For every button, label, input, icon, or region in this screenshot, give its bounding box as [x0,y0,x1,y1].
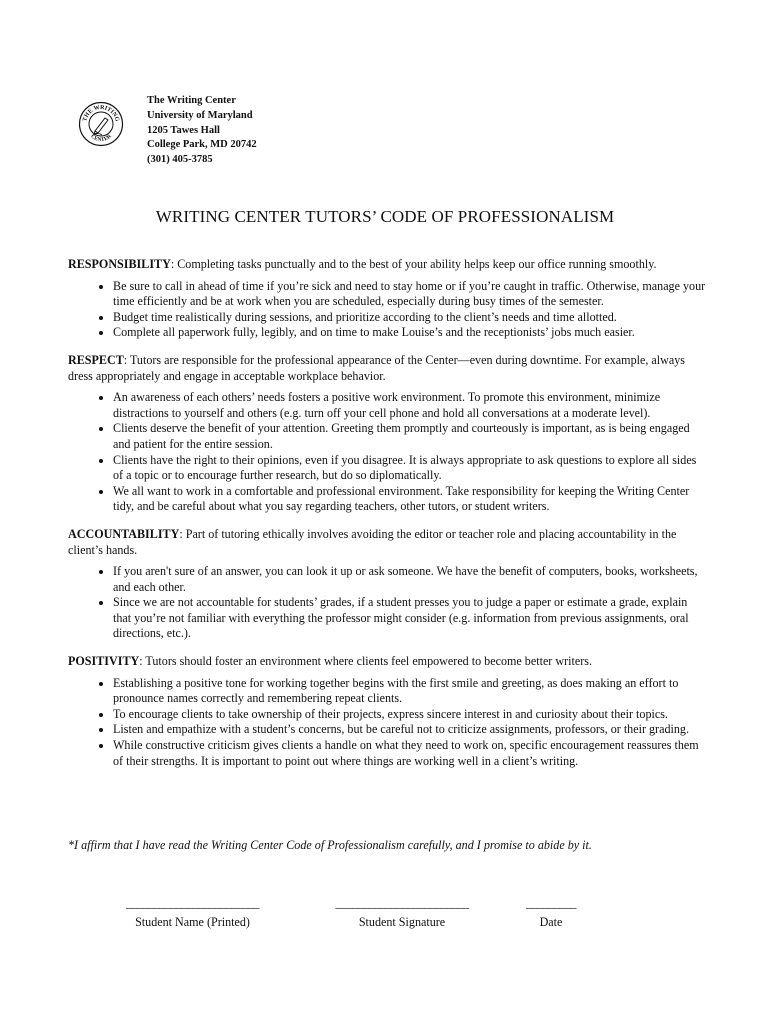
field-label: Student Name (Printed) [135,915,250,929]
section-respect [68,353,708,515]
list-item: • An awareness of each others’ needs fosters a positive work environment. To promote this environment, minimize distractions to yourself and others (e.g. turn off your cell phone and hold all conversations at a moderate level). [113,390,708,421]
bullet-list [68,564,708,642]
code-sections [68,257,708,781]
section-intro: : Tutors should foster an environment where clients feel empowered to become better writers. [139,654,592,669]
list-item: • Budget time realistically during sessions, and prioritize according to the client’s needs and time allotted. [113,310,708,326]
address-line: College Park, MD 20742 [147,139,257,151]
list-item: • Listen and empathize with a student’s concerns, but be careful not to criticize assignments, professors, or their grading. [113,722,708,738]
field-label: Student Signature [358,915,446,929]
address-line: (301) 405-3785 [147,154,213,166]
section-heading: RESPECT [68,352,124,367]
section-heading: RESPONSIBILITY [68,257,171,271]
section-responsibility [68,257,708,341]
address-line: 1205 Tawes Hall [147,124,220,136]
address-line: University of Maryland [147,109,253,121]
date-field[interactable] [515,896,587,930]
section-heading: POSITIVITY [68,654,140,669]
section-intro: : Part of tutoring ethically involves avoiding the editor or teacher role and placing accountability in the client’s hands. [68,526,677,557]
address-block [147,94,257,168]
field-label: Date [539,915,563,929]
list-item: • Clients deserve the benefit of your attention. Greeting them promptly and courteously is important, as is being engaged and patient for the entire session. [113,421,708,452]
signature-line: ________________________ [335,896,469,910]
list-item: • Since we are not accountable for students’ grades, if a student presses you to judge a paper or estimate a grade, explain that you’re not familiar with everything the professor might consider (e.g. information from previous assignments, oral directions, etc.). [113,595,708,642]
section-accountability [68,527,708,642]
signature-line: _________ [526,896,576,910]
list-item: • Clients have the right to their opinions, even if you disagree. It is always appropriate to ask questions to explore all sides of a topic or to encourage further research, but do so diplomatically. [113,453,708,484]
list-item: • Be sure to call in ahead of time if you’re sick and need to stay home or if you’re caught in traffic. Otherwise, manage your time efficiently and be at work when you are scheduled, especially during busy times of the semester. [113,279,708,310]
list-item: • Complete all paperwork fully, legibly, and on time to make Louise’s and the receptionists’ jobs much easier. [113,325,708,341]
section-heading: ACCOUNTABILITY [68,526,180,541]
list-item: • Establishing a positive tone for working together begins with the first smile and greeting, as does making an effort to pronounce names correctly and remembering repeat clients. [113,676,708,707]
svg-text:THE WRITING: THE WRITING [82,104,120,123]
bullet-list [68,676,708,770]
list-item: • We all want to work in a comfortable and professional environment. Take responsibility for keeping the Writing Center tidy, and be careful about what you say regarding teachers, other tutors, or student writers. [113,484,708,515]
bullet-list [68,279,708,341]
signature-line: ________________________ [125,896,260,910]
section-intro: : Completing tasks punctually and to the best of your ability helps keep our office running smoothly. [170,257,657,271]
student-signature-field[interactable] [322,896,482,930]
svg-text:CENTER: CENTER [89,133,113,144]
bullet-list [68,390,708,515]
list-item: • To encourage clients to take ownership of their projects, express sincere interest in and curiosity about their topics. [113,707,708,723]
affirmation-statement: *I affirm that I have read the Writing Center Code of Professionalism carefully, and I promise to abide by it. [68,838,592,852]
address-line: The Writing Center [147,95,236,106]
list-item: • If you aren't sure of an answer, you can look it up or ask someone. We have the benefit of computers, books, worksheets, and each other. [113,564,708,595]
student-name-field[interactable] [110,896,275,930]
section-intro: : Tutors are responsible for the professional appearance of the Center—even during downtime. For example, always dress appropriately and engage in acceptable workplace behavior. [68,352,685,383]
section-positivity [68,654,708,769]
document-title: WRITING CENTER TUTORS’ CODE OF PROFESSIONALISM [155,207,615,226]
list-item: • While constructive criticism gives clients a handle on what they need to work on, specific encouragement reassures them of their strengths. It is important to point out where things are working well in a client’s writing. [113,738,708,769]
writing-center-logo [78,101,124,147]
